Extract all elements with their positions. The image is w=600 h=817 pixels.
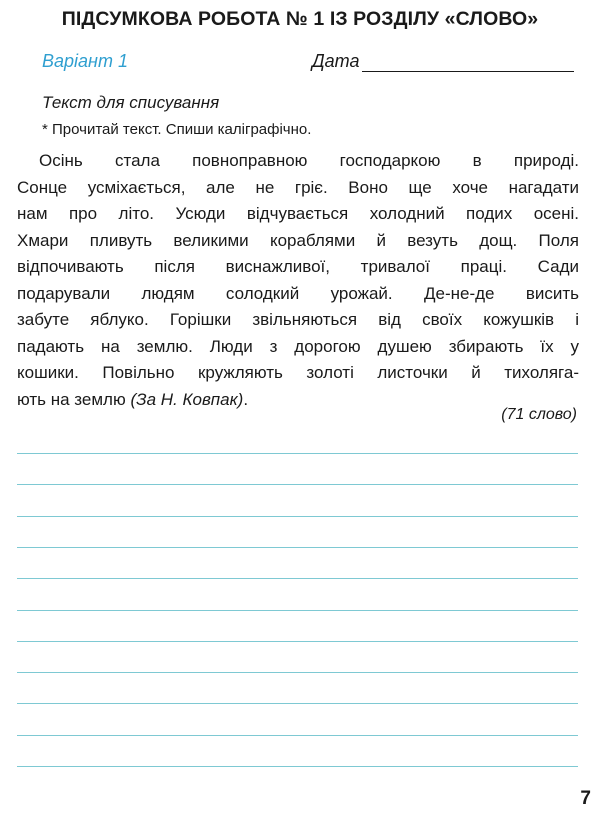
passage-line: кошики. Повільно кружляють золоті листочки й тихоляга-: [17, 363, 579, 382]
writing-line[interactable]: [17, 766, 578, 767]
writing-line[interactable]: [17, 703, 578, 704]
passage-line: падають на землю. Люди з дорогою душею збирають їх у: [17, 336, 579, 356]
writing-line[interactable]: [17, 672, 578, 673]
date-input-line[interactable]: [362, 71, 574, 72]
passage-last-line: [17, 387, 579, 414]
passage-author: (За Н. Ковпак): [130, 389, 244, 409]
passage-line: Хмари пливуть великими кораблями й везуть дощ. Поля: [17, 230, 579, 250]
writing-line[interactable]: [17, 610, 578, 611]
passage-line: Осінь стала повноправною господаркою в природі.: [39, 151, 579, 170]
passage-last-line-text: ють на землю: [17, 389, 126, 409]
page-number: 7: [580, 788, 591, 809]
passage-line: нам про літо. Усюди відчувається холодний подих осені.: [17, 204, 579, 223]
passage-line: забуте яблуко. Горішки звільняються від своїх кожушків і: [17, 310, 579, 329]
instruction-text: * Прочитай текст. Спиши каліграфічно.: [42, 121, 312, 138]
passage-line: Сонце усміхається, але не гріє. Воно ще хоче нагадати: [17, 177, 579, 197]
variant-label: Варіант 1: [42, 51, 128, 71]
date-label: Дата: [312, 51, 360, 71]
writing-line[interactable]: [17, 578, 578, 579]
section-heading: Текст для списування: [42, 93, 220, 112]
passage-end-punctuation: .: [243, 389, 249, 409]
page-title: ПІДСУМКОВА РОБОТА № 1 ІЗ РОЗДІЛУ «СЛОВО»: [61, 8, 539, 30]
writing-line[interactable]: [17, 484, 578, 485]
passage: [17, 148, 579, 413]
writing-line[interactable]: [17, 453, 578, 454]
writing-line[interactable]: [17, 735, 578, 736]
writing-line[interactable]: [17, 516, 578, 517]
writing-line[interactable]: [17, 547, 578, 548]
passage-line: подарували людям солодкий урожай. Де-не-де висить: [17, 283, 579, 303]
writing-line[interactable]: [17, 641, 578, 642]
word-count: (71 слово): [501, 406, 577, 423]
passage-line: відпочивають після виснажливої, тривалої праці. Сади: [17, 257, 579, 276]
